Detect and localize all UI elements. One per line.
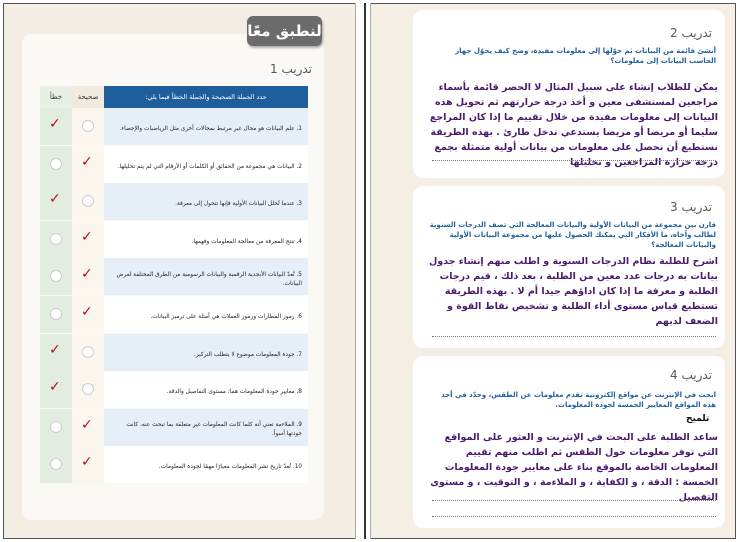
wrong-cell[interactable] bbox=[40, 296, 72, 333]
exercise-2-answer: يمكن للطلاب إنشاء على سبيل المثال لا الحصر قائمة بأسماء مراجعين لمستشفى معين و أخذ درجة حرارتهم ثم تحويل هذه البيانات إلى معلومات مفيدة من خلال تقييم ما إذا كان المراجع سليما أو مريضا أو مريضا يستدعي تدخل طارئ . بهذه الطريقة نستطيع أن نحصل على معلومات من بيانات أولية متمثلة بجمع درجة حرارة المراجعين و تحليلها bbox=[429, 82, 718, 168]
correct-cell[interactable] bbox=[72, 334, 104, 371]
checkmark-icon: ✓ bbox=[49, 116, 61, 132]
table-row bbox=[40, 409, 308, 446]
correct-cell[interactable] bbox=[72, 183, 104, 220]
hint-label: تلميح bbox=[686, 414, 710, 424]
empty-circle-icon bbox=[82, 195, 94, 207]
checkmark-icon: ✓ bbox=[81, 228, 93, 245]
answer-line bbox=[432, 160, 716, 161]
exercise-4-question: ابحث في الإنترنت عن مواقع إلكترونية تقدم معلومات عن الطقس، وحدّد في أحد هذه المواقع المعايير الخمسة لجودة المعلومات. bbox=[441, 391, 716, 409]
exercise-3-answer: اشرح للطلبة نظام الدرجات السنوية و اطلب منهم إنشاء جدول بيانات به درجات عدد معين من الطلبة ، بعد ذلك ، قيم درجات الطلبة و معرفة ما إذا كان اداؤهم جيدا أم لا . بهذه الطريقة تستطيع قياس مستوى أداء الطلبة و تشخيص نقاط القوة و الضعف لديهم bbox=[428, 256, 718, 327]
table-row bbox=[40, 296, 308, 333]
wrong-cell[interactable] bbox=[40, 334, 72, 371]
statement-text: 9. الملاءمة تعني أنه كلما كانت المعلومات غير متعلقة بما تبحث عنه، كانت جودتها أسوأ. bbox=[104, 409, 308, 446]
correct-cell[interactable] bbox=[72, 409, 104, 446]
empty-circle-icon bbox=[50, 270, 62, 282]
correct-cell[interactable] bbox=[72, 446, 104, 483]
statement-text: 1. علم البيانات هو مجال غير مرتبط بمجالات أخرى مثل الرياضيات والإحصاء. bbox=[104, 108, 308, 145]
table-row bbox=[40, 146, 308, 183]
empty-circle-icon bbox=[82, 346, 94, 358]
table-row bbox=[40, 108, 308, 145]
correct-cell[interactable] bbox=[72, 258, 104, 295]
checkmark-icon: ✓ bbox=[81, 266, 93, 283]
wrong-cell[interactable] bbox=[40, 108, 72, 145]
checkmark-icon: ✓ bbox=[49, 341, 61, 358]
statement-text: 2. البيانات هي مجموعة من الحقائق أو الكلمات أو الأرقام التي لم يتم تحليلها. bbox=[104, 146, 308, 183]
checkmark-icon: ✓ bbox=[49, 379, 61, 396]
statement-text: 3. عندما تُحلل البيانات الأولية فإنها تتحول إلى معرفة. bbox=[104, 183, 308, 220]
lets-apply-badge: لنطبق معًا bbox=[247, 16, 322, 46]
empty-circle-icon bbox=[50, 233, 62, 245]
exercise-2-title: تدريب 2 bbox=[670, 26, 713, 40]
wrong-cell[interactable] bbox=[40, 409, 72, 446]
answer-line bbox=[432, 500, 716, 501]
book-spine bbox=[355, 3, 371, 539]
wrong-cell[interactable] bbox=[40, 146, 72, 183]
table-wrong-header: خطأ bbox=[40, 86, 72, 108]
exercise-4-answer: ساعد الطلبة على البحث في الإنترنت و العثور على المواقع التي توفر معلومات حول الطقس ثم اطلب منهم تقييم المعلومات الخاصة بالموقع بناء على معايير جودة المعلومات الخمسة : الدقة ، و الكفاية ، و الملاءمة ، و التوقيت ، و مستوى التفصيل bbox=[430, 432, 718, 503]
correct-cell[interactable] bbox=[72, 146, 104, 183]
statement-text: 6. رموز المطارات ورموز العملات هي أمثلة على ترميز البيانات. bbox=[104, 296, 308, 333]
table-row bbox=[40, 334, 308, 371]
answer-line bbox=[432, 336, 716, 337]
correct-cell[interactable] bbox=[72, 221, 104, 258]
answer-line bbox=[432, 516, 716, 517]
table-row bbox=[40, 446, 308, 483]
wrong-cell[interactable] bbox=[40, 258, 72, 295]
exercise-4-title: تدريب 4 bbox=[670, 368, 713, 382]
exercise-3-question: قارن بين مجموعة من البيانات الأولية والبيانات المعالجة التي تصف الدرجات السنوية لطالب وآخاه، ما الأفكار التي يمكنك الحصول عليها من مجموعة البيانات الأولية والبيانات المعالجة؟ bbox=[429, 221, 716, 249]
table-row bbox=[40, 221, 308, 258]
wrong-cell[interactable] bbox=[40, 183, 72, 220]
empty-circle-icon bbox=[50, 158, 62, 170]
exercise-1-title: تدريب 1 bbox=[270, 62, 313, 76]
table-correct-header: صحيحة bbox=[72, 86, 104, 108]
table-row bbox=[40, 183, 308, 220]
statement-text: 5. تُعدّ البيانات الأبجدية الرقمية والبيانات الرسومية من الطرق المختلفة لعرض البيانات. bbox=[104, 258, 308, 295]
checkmark-icon: ✓ bbox=[49, 191, 61, 208]
checkmark-icon: ✓ bbox=[81, 416, 93, 433]
checkmark-icon: ✓ bbox=[81, 153, 93, 170]
wrong-cell[interactable] bbox=[40, 446, 72, 483]
statement-text: 10. تُعدّ تاريخ نشر المعلومات معيارًا مهمًا لجودة المعلومات. bbox=[104, 446, 308, 483]
empty-circle-icon bbox=[50, 308, 62, 320]
statement-text: 8. معايير جودة المعلومات هما: مستوى التفاصيل والدقة. bbox=[104, 371, 308, 408]
empty-circle-icon bbox=[82, 383, 94, 395]
wrong-cell[interactable] bbox=[40, 221, 72, 258]
table-row bbox=[40, 371, 308, 408]
checkmark-icon: ✓ bbox=[81, 454, 93, 471]
correct-cell[interactable] bbox=[72, 371, 104, 408]
table-question-header: حدد الجملة الصحيحة والجملة الخطأ فيما يلي: bbox=[104, 86, 308, 108]
spine-divider bbox=[364, 3, 366, 539]
correct-cell[interactable] bbox=[72, 296, 104, 333]
empty-circle-icon bbox=[50, 458, 62, 470]
statement-text: 4. تنتج المعرفة من معالجة المعلومات وفهمها. bbox=[104, 221, 308, 258]
table-row bbox=[40, 258, 308, 295]
statement-text: 7. جودة المعلومات موضوع لا يتطلب التركيز. bbox=[104, 334, 308, 371]
empty-circle-icon bbox=[50, 421, 62, 433]
empty-circle-icon bbox=[82, 120, 94, 132]
wrong-cell[interactable] bbox=[40, 371, 72, 408]
correct-cell[interactable] bbox=[72, 108, 104, 145]
checkmark-icon: ✓ bbox=[81, 304, 93, 320]
exercise-2-question: أنشئ قائمة من البيانات ثم حوّلها إلى معلومات مفيدة، وضح كيف يحوّل جهاز الحاسب البيانات إلى معلومات؟ bbox=[455, 47, 716, 65]
exercise-3-title: تدريب 3 bbox=[670, 200, 713, 214]
